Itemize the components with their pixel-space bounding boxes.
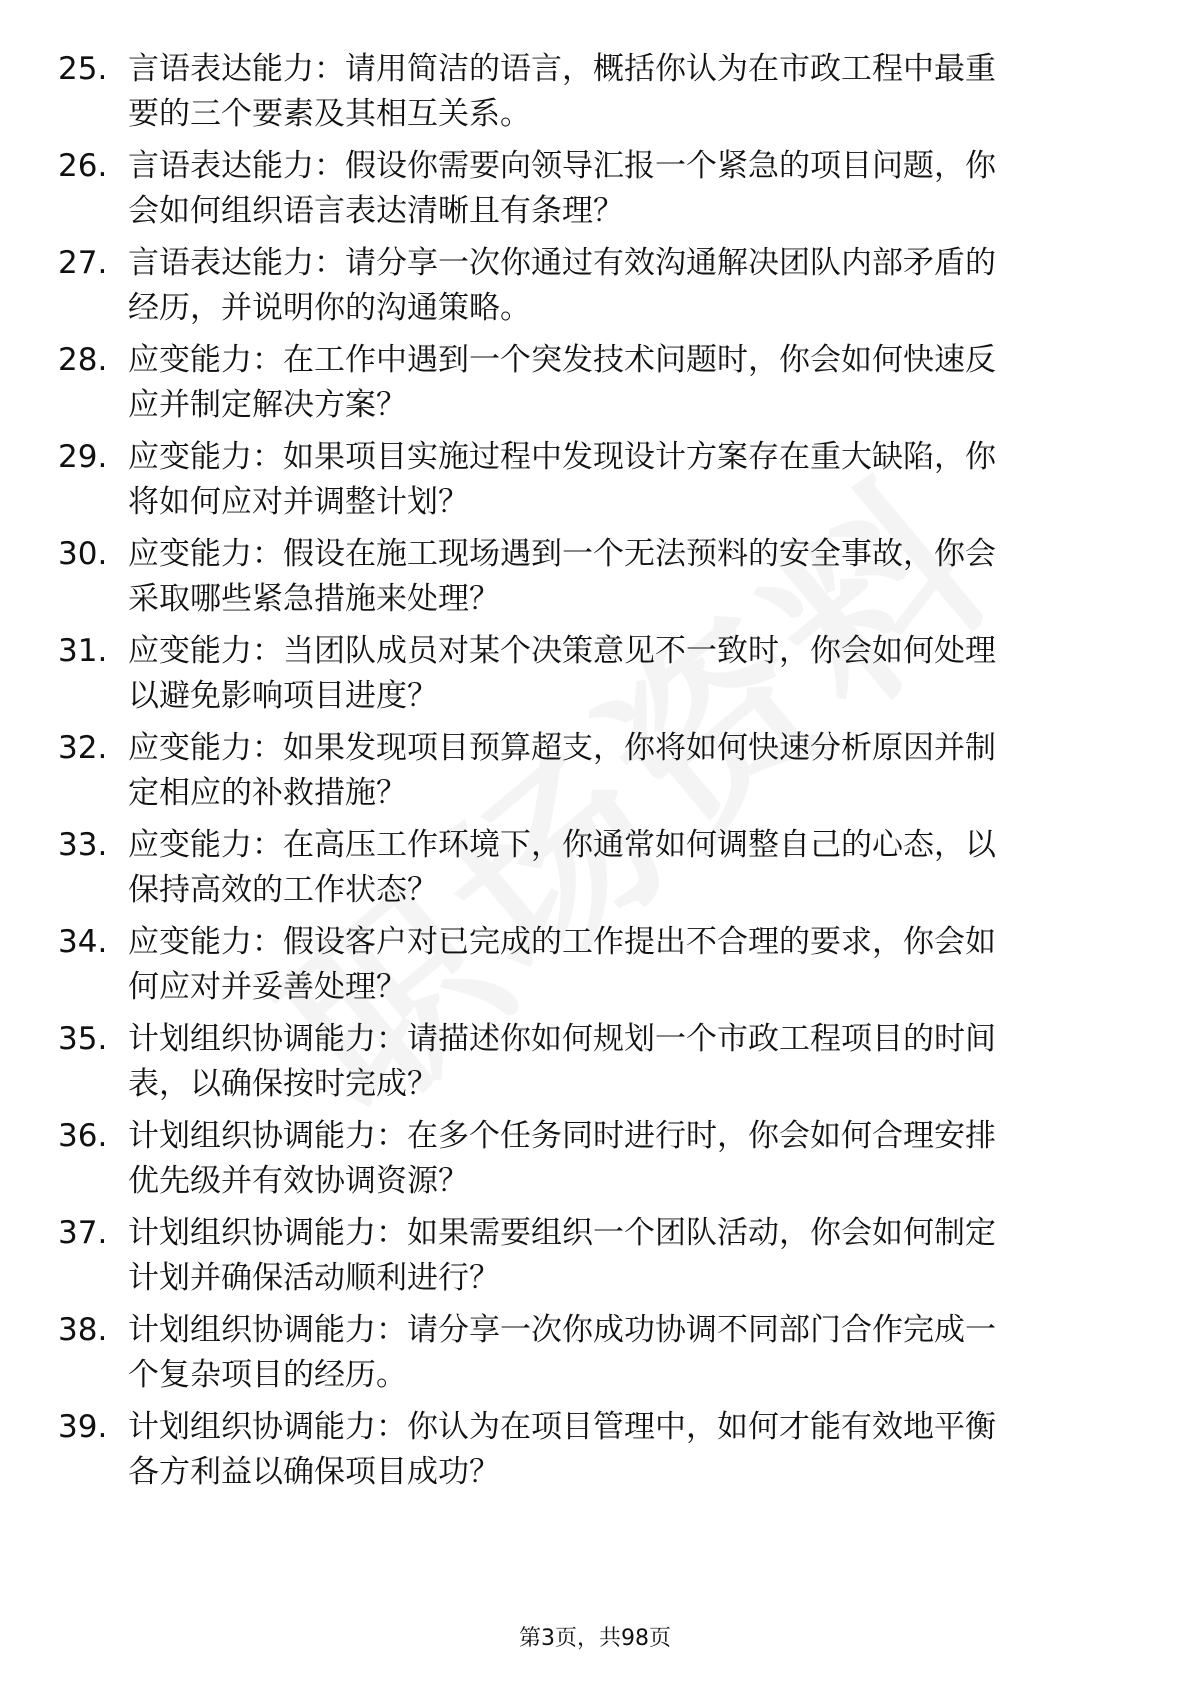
question-item <box>58 629 1130 719</box>
question-text-line-2: 会如何组织语言表达清晰且有条理？ <box>128 193 624 229</box>
question-item <box>58 726 1130 816</box>
question-number: 33. <box>58 827 108 863</box>
question-text-line-1: 应变能力：当团队成员对某个决策意见不一致时，你会如何处理 <box>128 633 996 669</box>
question-item <box>58 338 1130 428</box>
question-text-line-2: 以避免影响项目进度？ <box>128 678 438 714</box>
question-text-line-1: 应变能力：在工作中遇到一个突发技术问题时，你会如何快速反 <box>128 342 996 378</box>
question-text-line-2: 将如何应对并调整计划？ <box>128 484 469 520</box>
question-item <box>58 1405 1130 1495</box>
question-number: 25. <box>58 51 108 87</box>
question-text-line-2: 各方利益以确保项目成功？ <box>128 1454 500 1490</box>
question-text-line-2: 计划并确保活动顺利进行？ <box>128 1260 500 1296</box>
question-number: 39. <box>58 1409 108 1445</box>
question-item <box>58 1114 1130 1204</box>
question-text-line-2: 定相应的补救措施？ <box>128 775 407 811</box>
question-text-line-1: 应变能力：如果项目实施过程中发现设计方案存在重大缺陷，你 <box>128 439 996 475</box>
question-text-line-2: 保持高效的工作状态？ <box>128 872 438 908</box>
question-text-line-1: 应变能力：如果发现项目预算超支，你将如何快速分析原因并制 <box>128 730 996 766</box>
question-text-line-1: 应变能力：假设在施工现场遇到一个无法预料的安全事故，你会 <box>128 536 996 572</box>
question-number: 37. <box>58 1215 108 1251</box>
question-text-line-2: 何应对并妥善处理？ <box>128 969 407 1005</box>
page-number: 第3页，共98页 <box>519 1626 671 1651</box>
question-text-line-1: 言语表达能力：假设你需要向领导汇报一个紧急的项目问题，你 <box>128 148 996 184</box>
question-item <box>58 144 1130 234</box>
question-text-line-1: 应变能力：假设客户对已完成的工作提出不合理的要求，你会如 <box>128 924 996 960</box>
question-text-line-1: 计划组织协调能力：你认为在项目管理中，如何才能有效地平衡 <box>128 1409 996 1445</box>
question-item <box>58 823 1130 913</box>
question-number: 35. <box>58 1021 108 1057</box>
question-text-line-2: 应并制定解决方案？ <box>128 387 407 423</box>
question-text-line-1: 计划组织协调能力：如果需要组织一个团队活动，你会如何制定 <box>128 1215 996 1251</box>
question-number: 27. <box>58 245 108 281</box>
question-item <box>58 241 1130 331</box>
question-number: 34. <box>58 924 108 960</box>
question-text-line-2: 个复杂项目的经历。 <box>128 1357 407 1393</box>
question-number: 32. <box>58 730 108 766</box>
question-item <box>58 47 1130 137</box>
question-number: 28. <box>58 342 108 378</box>
question-text-line-1: 应变能力：在高压工作环境下，你通常如何调整自己的心态，以 <box>128 827 996 863</box>
question-text-line-2: 表，以确保按时完成？ <box>128 1066 438 1102</box>
question-number: 30. <box>58 536 108 572</box>
question-item <box>58 920 1130 1010</box>
question-text-line-1: 言语表达能力：请分享一次你通过有效沟通解决团队内部矛盾的 <box>128 245 996 281</box>
question-text-line-2: 要的三个要素及其相互关系。 <box>128 96 531 132</box>
question-item <box>58 435 1130 525</box>
question-number: 31. <box>58 633 108 669</box>
page-footer <box>0 1624 1190 1654</box>
question-number: 29. <box>58 439 108 475</box>
question-number: 36. <box>58 1118 108 1154</box>
question-text-line-1: 计划组织协调能力：在多个任务同时进行时，你会如何合理安排 <box>128 1118 996 1154</box>
question-number: 26. <box>58 148 108 184</box>
question-text-line-2: 经历，并说明你的沟通策略。 <box>128 290 531 326</box>
question-text-line-2: 优先级并有效协调资源？ <box>128 1163 469 1199</box>
question-number: 38. <box>58 1312 108 1348</box>
question-item <box>58 532 1130 622</box>
question-text-line-1: 计划组织协调能力：请分享一次你成功协调不同部门合作完成一 <box>128 1312 996 1348</box>
question-text-line-1: 言语表达能力：请用简洁的语言，概括你认为在市政工程中最重 <box>128 51 996 87</box>
question-item <box>58 1308 1130 1398</box>
question-item <box>58 1017 1130 1107</box>
question-text-line-2: 采取哪些紧急措施来处理？ <box>128 581 500 617</box>
question-text-line-1: 计划组织协调能力：请描述你如何规划一个市政工程项目的时间 <box>128 1021 996 1057</box>
question-item <box>58 1211 1130 1301</box>
